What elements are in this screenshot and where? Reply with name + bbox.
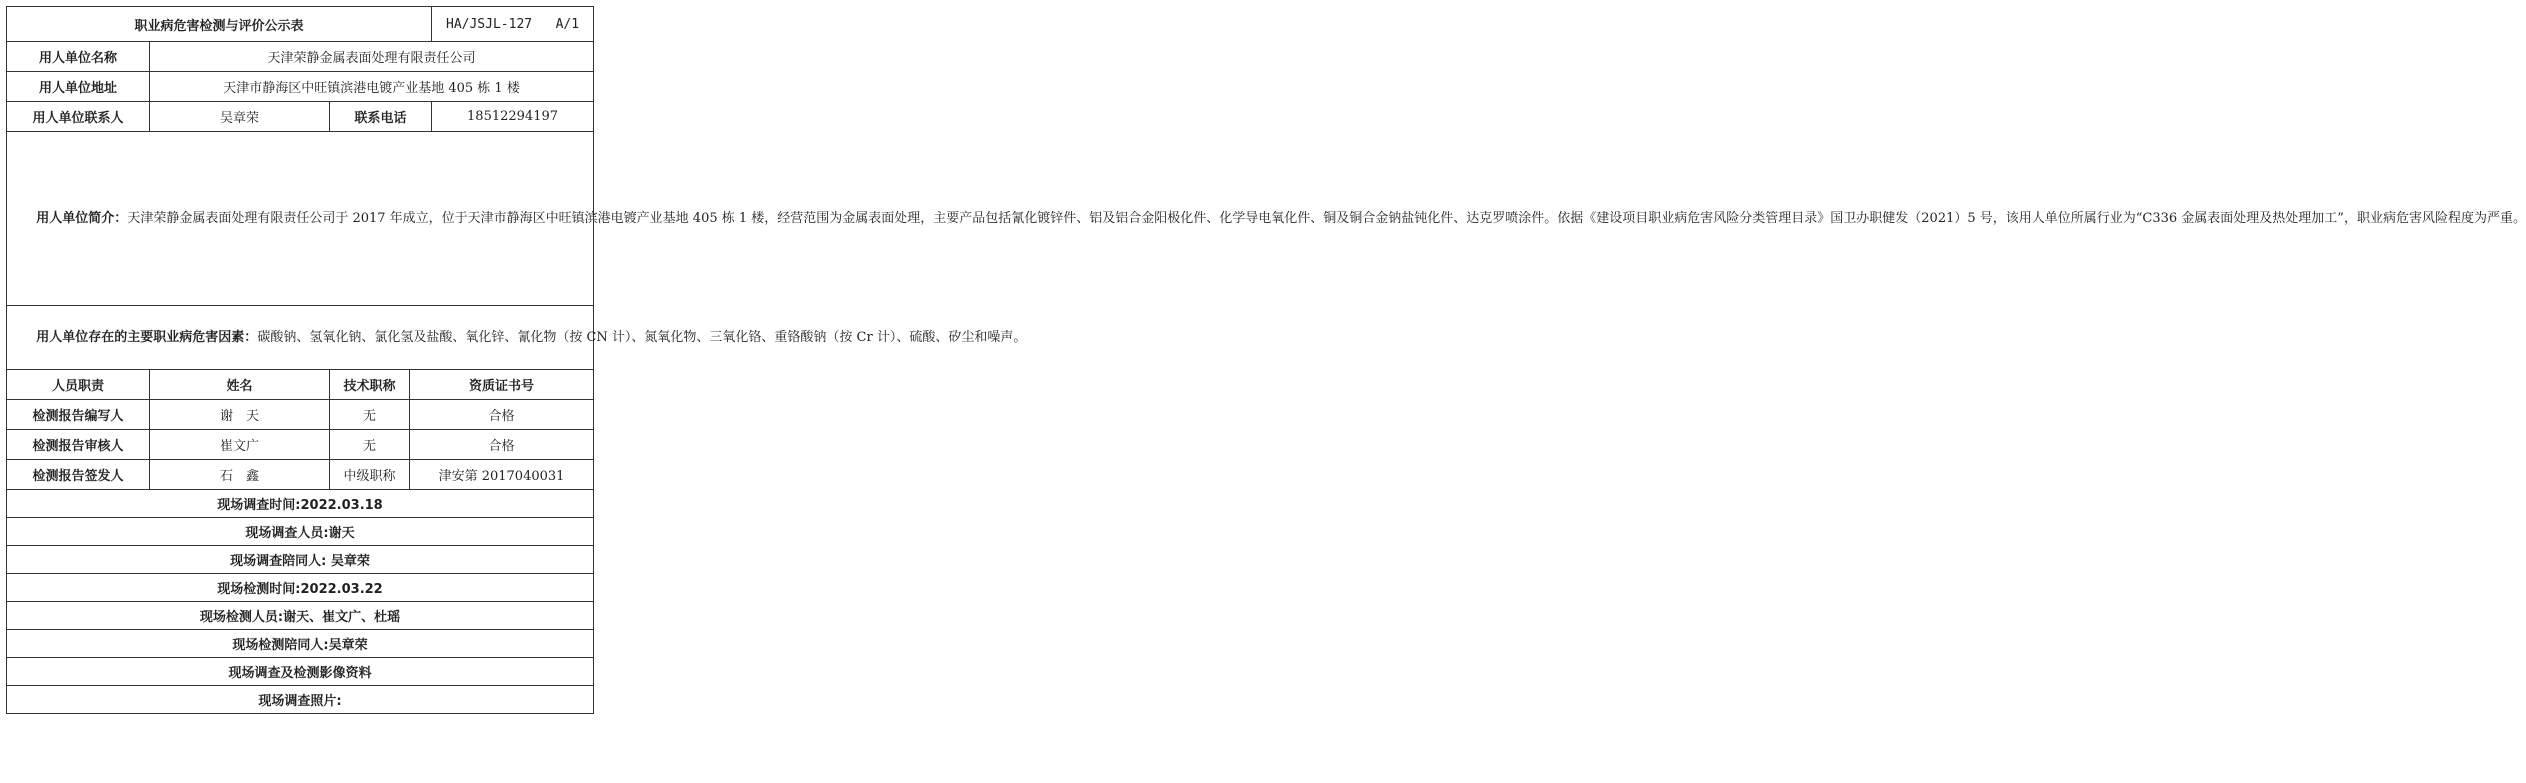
header-row	[7, 7, 594, 42]
staff-header-row	[7, 370, 594, 400]
staff-title: 中级职称	[330, 460, 410, 490]
staff-row	[7, 400, 594, 430]
staff-name: 谢 天	[150, 400, 330, 430]
hazards-text: 碳酸钠、氢氧化钠、氯化氢及盐酸、氧化锌、氰化物（按 CN 计）、氮氧化物、三氧化铬、重铬酸钠（按 Cr 计）、硫酸、矽尘和噪声。	[257, 329, 1027, 345]
survey-photos-row	[7, 686, 594, 714]
employer-phone: 18512294197	[432, 102, 594, 132]
staff-header-name: 姓名	[150, 370, 330, 400]
employer-address-label: 用人单位地址	[7, 72, 150, 102]
survey-photos: 现场调查照片:	[7, 686, 594, 714]
staff-cert: 津安第 2017040031	[410, 460, 594, 490]
staff-title: 无	[330, 430, 410, 460]
form-title: 职业病危害检测与评价公示表	[7, 7, 432, 42]
detection-time: 现场检测时间:2022.03.22	[7, 574, 594, 602]
detection-people-row	[7, 602, 594, 630]
survey-companion: 现场调查陪同人: 吴章荣	[7, 546, 594, 574]
form-table	[6, 6, 2526, 714]
survey-people-row	[7, 518, 594, 546]
staff-header-role: 人员职责	[7, 370, 150, 400]
hazards-row	[7, 306, 594, 370]
staff-cert: 合格	[410, 400, 594, 430]
detection-time-row	[7, 574, 594, 602]
detection-companion: 现场检测陪同人:吴章荣	[7, 630, 594, 658]
employer-address: 天津市静海区中旺镇滨港电镀产业基地 405 栋 1 楼	[150, 72, 594, 102]
staff-row	[7, 430, 594, 460]
staff-row	[7, 460, 594, 490]
survey-time-row	[7, 490, 594, 518]
staff-name: 崔文广	[150, 430, 330, 460]
employer-name: 天津荣静金属表面处理有限责任公司	[150, 42, 594, 72]
form-version: A/1	[555, 16, 580, 32]
employer-contact-label: 用人单位联系人	[7, 102, 150, 132]
form-code	[432, 7, 594, 42]
survey-people: 现场调查人员:谢天	[7, 518, 594, 546]
detection-companion-row	[7, 630, 594, 658]
staff-role: 检测报告编写人	[7, 400, 150, 430]
survey-companion-row	[7, 546, 594, 574]
staff-header-cert: 资质证书号	[410, 370, 594, 400]
detection-people: 现场检测人员:谢天、崔文广、杜瑶	[7, 602, 594, 630]
intro-row	[7, 132, 594, 306]
employer-contact-row	[7, 102, 594, 132]
intro-text: 天津荣静金属表面处理有限责任公司于 2017 年成立，位于天津市静海区中旺镇滨港电镀产业基地 405 栋 1 楼，经营范围为金属表面处理，主要产品包括氰化镀锌件、铝及铝合金阳极化件、化学导电氧化件、铜及铜合金钠盐钝化件、达克罗喷涂件。依据《建设项目职业病危害风险分类管理目录》国卫办职健发（2021）5 号，该用人单位所属行业为“C336 金属表面处理及热处理加工”，职业病危害风险程度为严重。	[127, 210, 2526, 226]
staff-name: 石 鑫	[150, 460, 330, 490]
intro-label: 用人单位简介：	[36, 210, 128, 226]
employer-name-label: 用人单位名称	[7, 42, 150, 72]
hazards-label: 用人单位存在的主要职业病危害因素：	[36, 329, 258, 345]
images-title-row	[7, 658, 594, 686]
hazard-factors	[7, 306, 1027, 370]
staff-role: 检测报告签发人	[7, 460, 150, 490]
survey-time: 现场调查时间:2022.03.18	[7, 490, 594, 518]
disclosure-form	[6, 6, 2526, 714]
staff-cert: 合格	[410, 430, 594, 460]
staff-role: 检测报告审核人	[7, 430, 150, 460]
form-code-number: HA/JSJL-127	[446, 16, 533, 32]
employer-contact: 吴章荣	[150, 102, 330, 132]
staff-title: 无	[330, 400, 410, 430]
employer-name-row	[7, 42, 594, 72]
images-title: 现场调查及检测影像资料	[7, 658, 594, 686]
employer-phone-label: 联系电话	[330, 102, 432, 132]
employer-address-row	[7, 72, 594, 102]
employer-intro	[7, 132, 2526, 306]
staff-header-title: 技术职称	[330, 370, 410, 400]
